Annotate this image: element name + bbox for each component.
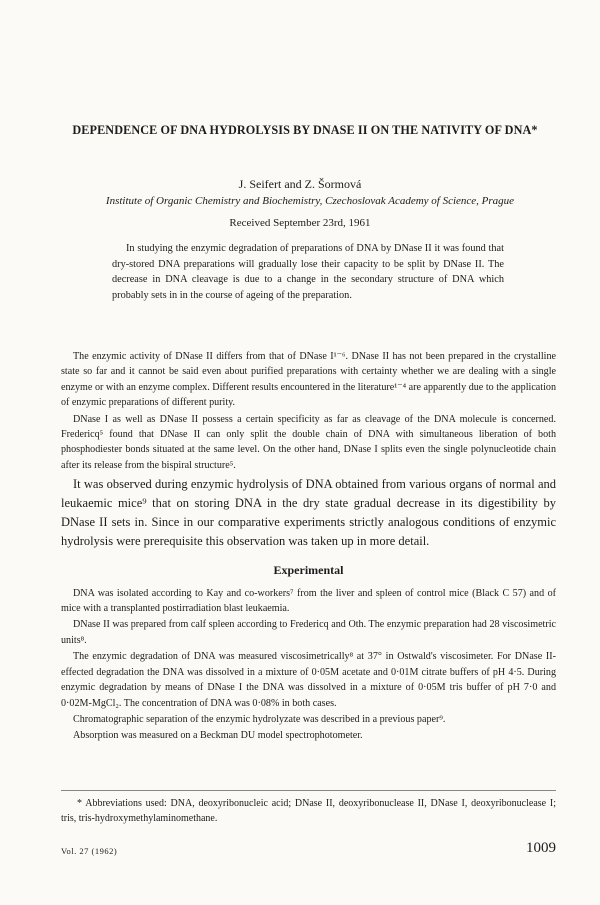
paper-title: DEPENDENCE OF DNA HYDROLYSIS BY DNASE II ON THE NATIVITY OF DNA* [72,123,538,137]
footnote-text: * Abbreviations used: DNA, deoxyribonucleic acid; DNase II, deoxyribonuclease II, DNase I, deoxyribonuclease I; tris, tris-hydroxymethylaminomethane. [61,798,556,824]
paragraph-3: It was observed during enzymic hydrolysis of DNA obtained from various organs of normal and leukaemic mice⁹ that on storing DNA in the dry state gradual decrease in its digestibility by DNase II sets in. Since in our comparative experiments strictly analogous conditions of enzymic hydrolysis were prerequisite this observation was taken up in more detail. [61,477,556,549]
footnote [61,790,556,826]
experimental-paragraph-3: The enzymic degradation of DNA was measured viscosimetrically⁸ at 37° in Ostwald's viscosimeter. For DNase II-effected degradation the DNA was dissolved in a mixture of 0·05M acetate and 0·01M citrate buffers of pH 4·5. During enzymic degradation by means of DNase I the DNA was dissolved in a mixture of 0·05M tris buffer of pH 7·0 and 0·02M-MgCl₂. The concentration of DNA was 0·08% in both cases. [61,651,556,709]
experimental-paragraph-1: DNA was isolated according to Kay and co-workers⁷ from the liver and spleen of control mice (Black C 57) and of mice with a transplanted postirradiation blast leukaemia. [61,587,556,615]
body-text [61,349,556,745]
experimental-paragraph-5: Absorption was measured on a Beckman DU model spectrophotometer. [73,730,363,742]
experimental-paragraph-2: DNase II was prepared from calf spleen according to Fredericq and Oth. The enzymic preparation had 28 viscosimetric units⁸. [61,619,556,646]
abstract [112,241,504,303]
experimental-paragraph-4: Chromatographic separation of the enzymic hydrolyzate was described in a previous paper⁹. [73,713,446,725]
authors: J. Seifert and Z. Šormová [238,177,362,191]
institute: Institute of Organic Chemistry and Biochemistry, Czechoslovak Academy of Science, Prague [105,195,515,207]
page-number: 1009 [526,840,556,856]
paragraph-2: DNase I as well as DNase II possess a certain specificity as far as cleavage of the DNA molecule is concerned. Fredericq⁵ found that DNase II can only split the double chain of DNA with simultaneous liberation of both phosphodiester bonds situated at the same level. On the other hand, DNase I splits even the single polynucleotide chain after its release from the bispiral structure⁵. [61,413,556,471]
section-heading-experimental: Experimental [273,563,344,578]
abstract-text: In studying the enzymic degradation of preparations of DNA by DNase II it was found that dry-stored DNA preparations will gradually lose their capacity to be split by DNase II. The decrease in DNA cleavage is due to a change in the secondary structure of DNA which probably sets in in the course of ageing of the preparation. [112,243,504,301]
volume-label: Vol. 27 (1962) [61,846,118,856]
received-date: Received September 23rd, 1961 [229,217,371,229]
paragraph-1: The enzymic activity of DNase II differs from that of DNase I¹⁻⁶. DNase II has not been prepared in the crystalline state so far and it cannot be said even about purified preparations with certainty whether we are dealing with a single enzyme or with an enzyme complex. Different results encountered in the literature¹⁻⁴ are apparently due to the application of enzymic preparations of different purity. [61,351,556,409]
